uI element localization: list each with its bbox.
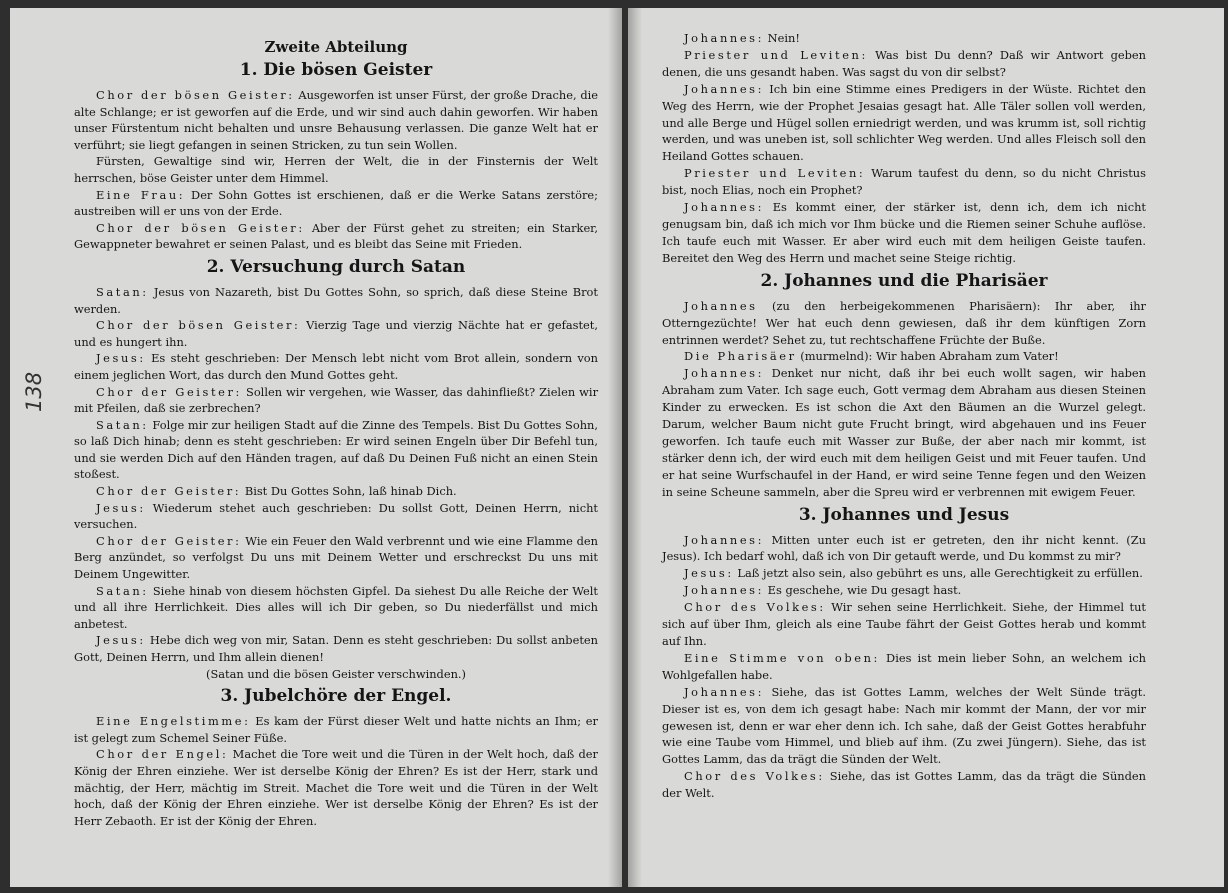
- dialogue-paragraph: [662, 199, 1146, 267]
- speaker: Priester und Leviten:: [684, 47, 868, 62]
- speech: Jesus von Nazareth, bist Du Gottes Sohn, so sprich, daß diese Steine Brot werden.: [74, 284, 598, 316]
- speaker: Satan:: [96, 417, 149, 432]
- speaker: Chor der bösen Geister:: [96, 88, 295, 102]
- dialogue-paragraph: [74, 713, 598, 746]
- speech: Sollen wir vergehen, wie Wasser, das dahinfließt? Zielen wir mit Pfeilen, daß sie zerbrechen?: [74, 384, 599, 416]
- speech: Es kommt einer, der stärker ist, denn ich, dem ich nicht genugsam bin, daß ich mich vor Ihm bücke und die Riemen seiner Schuhe auflöse. Ich taufe euch mit Wasser. Er aber wird euch mit dem heiligen Geiste taufen. Bereitet den Weg des Herrn und machet seine Steige richtig.: [662, 200, 1146, 265]
- speech: Folge mir zur heiligen Stadt auf die Zinne des Tempels. Bist Du Gottes Sohn, so laß Dich hinab; denn es steht geschrieben: Er wird seinen Engeln über Dir Befehl tun, und sie werden Dich auf den Händen tragen, auf daß Du Deinen Fuß nicht an einen Stein stoßest.: [74, 417, 598, 482]
- speech: Wiederum stehet auch geschrieben: Du sollst Gott, Deinen Herrn, nicht versuchen.: [74, 500, 598, 532]
- speaker: Jesus:: [96, 351, 146, 366]
- speech: Mitten unter euch ist er getreten, den ihr nicht kennt. (Zu Jesus). Ich bedarf wohl, daß ich von Dir getauft werde, und Du kommst zu mir?: [662, 532, 1146, 564]
- speech: Siehe hinab von diesem höchsten Gipfel. Da siehest Du alle Reiche der Welt und all ihre Herrlichkeit. Dies alles will ich Dir geben, so Du niederfällst und mich anbetest.: [74, 583, 598, 631]
- dialogue-paragraph: [74, 746, 598, 829]
- heading-johannes-pharisaeer: 2. Johannes und die Pharisäer: [760, 270, 1048, 291]
- heading-die-boesen-geister: 1. Die bösen Geister: [239, 60, 433, 80]
- speaker: Johannes:: [684, 583, 765, 598]
- dialogue-paragraph: [662, 30, 1146, 47]
- speech: Hebe dich weg von mir, Satan. Denn es steht geschrieben: Du sollst anbeten Gott, Deinen Herrn, und Ihm allein dienen!: [74, 633, 598, 664]
- speech: Der Sohn Gottes ist erschienen, daß er die Werke Satans zerstöre; austreiben will er uns von der Erde.: [74, 187, 598, 219]
- left-scene-3: [74, 713, 598, 829]
- speaker: Jesus:: [96, 633, 146, 648]
- speaker: Die Pharisäer: [684, 349, 797, 364]
- speech: Ich bin eine Stimme eines Predigers in der Wüste. Richtet den Weg des Herrn, wie der Prophet Jesaias gesagt hat. Alle Täler sollen voll werden, und alle Berge und Hügel sollen erniedrigt werden, und was krumm ist, soll richtig werden, und was uneben ist, soll schlichter Weg werden. Und alles Fleisch soll den Heiland Gottes schauen.: [662, 81, 1146, 164]
- dialogue-paragraph: [662, 81, 1146, 166]
- dialogue-paragraph: [74, 350, 598, 383]
- speech: Siehe, das ist Gottes Lamm, das da trägt die Sünden der Welt.: [662, 769, 1146, 801]
- speech: Nein!: [764, 31, 800, 45]
- right-scene-1: [662, 30, 1146, 267]
- speaker: Chor der bösen Geister:: [96, 318, 301, 333]
- speaker: Priester und Leviten:: [684, 166, 866, 181]
- section-label: Zweite Abteilung: [264, 38, 408, 56]
- dialogue-paragraph: [662, 47, 1146, 81]
- dialogue-paragraph: [74, 220, 598, 253]
- speech: Laß jetzt also sein, also gebührt es uns, alle Gerechtigkeit zu erfüllen.: [733, 566, 1143, 581]
- dialogue-paragraph: [74, 284, 598, 317]
- speech: Wir sehen seine Herrlichkeit. Siehe, der Himmel tut sich auf über Ihm, gleich als eine Taube fährt der Geist Gottes herab und kommt auf Ihn.: [662, 600, 1146, 648]
- dialogue-paragraph: [74, 533, 598, 583]
- speaker: Chor der bösen Geister:: [96, 220, 305, 235]
- right-scene-2: [662, 298, 1146, 501]
- speech: Fürsten, Gewaltige sind wir, Herren der Welt, die in der Finsternis der Welt herrschen, böse Geister unter dem Himmel.: [74, 154, 598, 185]
- dialogue-paragraph: [662, 565, 1146, 582]
- speaker: Johannes:: [684, 532, 765, 547]
- dialogue-paragraph: [74, 384, 598, 417]
- dialogue-paragraph: [74, 483, 598, 500]
- speech: Was bist Du denn? Daß wir Antwort geben denen, die uns gesandt haben. Was sagst du von dir selbst?: [662, 47, 1146, 79]
- speaker: Satan:: [96, 583, 149, 598]
- dialogue-paragraph: [74, 87, 598, 153]
- dialogue-paragraph: [74, 153, 598, 186]
- speech: Machet die Tore weit und die Türen in der Welt hoch, daß der König der Ehren einziehe. Wer ist derselbe König der Ehren? Es ist der Herr, stark und mächtig, der Herr, mächtig im Streit. Machet die Tore weit und die Türen in der Welt hoch, daß der König der Ehren einziehe. Wer ist derselbe König der Ehren? Es ist der Herr Zebaoth. Er ist der König der Ehren.: [74, 747, 598, 828]
- dialogue-paragraph: [662, 582, 1146, 599]
- dialogue-paragraph: [662, 532, 1146, 566]
- dialogue-paragraph: [662, 365, 1146, 500]
- speaker: Chor der Engel:: [96, 747, 229, 762]
- speaker: Johannes:: [684, 366, 765, 381]
- speech: Vierzig Tage und vierzig Nächte hat er gefastet, und es hungert ihn.: [74, 318, 598, 349]
- speaker: Chor der Geister:: [96, 484, 242, 499]
- speaker: Johannes:: [684, 684, 765, 699]
- speech: Es geschehe, wie Du gesagt hast.: [764, 583, 962, 598]
- page-number: 138: [22, 371, 46, 412]
- speech: Siehe, das ist Gottes Lamm, welches der Welt Sünde trägt. Dieser ist es, von dem ich gesagt habe: Nach mir kommt der Mann, der vor mir gewesen ist, denn er war eher denn ich. Ich sahe, daß der Geist Gottes herabfuhr wie eine Taube vom Himmel, und blieb auf ihm. (Zu zwei Jüngern). Siehe, das ist Gottes Lamm, das da trägt die Sünden der Welt.: [662, 684, 1146, 767]
- speaker: Johannes:: [684, 81, 765, 96]
- speaker: Eine Stimme von oben:: [684, 650, 880, 665]
- speech: (zu den herbeigekommenen Pharisäern): Ihr aber, ihr Otterngezüchte! Wer hat euch denn gewiesen, daß ihr dem künftigen Zorn entrinnen werdet? Sehet zu, tut rechtschaffene Früchte der Buße.: [662, 298, 1146, 347]
- dialogue-paragraph: [74, 632, 598, 665]
- speaker: Jesus:: [684, 566, 734, 581]
- speech: Dies ist mein lieber Sohn, an welchem ich Wohlgefallen habe.: [662, 650, 1146, 682]
- dialogue-paragraph: [74, 583, 598, 633]
- dialogue-paragraph: [74, 317, 598, 350]
- dialogue-paragraph: [662, 348, 1146, 365]
- left-page: [10, 8, 622, 887]
- right-scene-3: [662, 532, 1146, 803]
- dialogue-paragraph: [662, 650, 1146, 684]
- speech: Es steht geschrieben: Der Mensch lebt nicht vom Brot allein, sondern von einem jeglichen Wort, das durch den Mund Gottes geht.: [74, 351, 598, 382]
- left-scene-1: [74, 87, 598, 253]
- dialogue-paragraph: [662, 165, 1146, 199]
- dialogue-paragraph: [662, 684, 1146, 769]
- heading-versuchung: 2. Versuchung durch Satan: [206, 256, 466, 277]
- speech: (murmelnd): Wir haben Abraham zum Vater!: [796, 349, 1059, 364]
- dialogue-paragraph: [74, 417, 598, 483]
- dialogue-paragraph: [662, 599, 1146, 650]
- dialogue-paragraph: [74, 187, 598, 220]
- speech: Wie ein Feuer den Wald verbrennt und wie eine Flamme den Berg anzündet, so verfolgst Du uns mit Deinem Wetter und erschreckst Du uns mit Deinem Ungewitter.: [74, 533, 599, 582]
- heading-jubelchoere: 3. Jubelchöre der Engel.: [220, 686, 452, 707]
- speaker: Eine Frau:: [96, 187, 186, 202]
- dialogue-paragraph: [74, 500, 598, 533]
- left-scene-2: [74, 284, 598, 682]
- speaker: Chor des Volkes:: [684, 769, 825, 784]
- heading-johannes-jesus: 3. Johannes und Jesus: [798, 504, 1010, 525]
- speaker: Johannes:: [684, 31, 765, 45]
- speech: Aber der Fürst gehet zu streiten; ein Starker, Gewappneter bewahret er seinen Palast, und es bleibt das Seine mit Frieden.: [74, 220, 598, 252]
- speaker: Johannes:: [684, 200, 765, 215]
- speaker: Johannes: [684, 298, 758, 313]
- right-page: [628, 8, 1224, 887]
- dialogue-paragraph: [662, 298, 1146, 349]
- speaker: Chor der Geister:: [96, 533, 242, 548]
- speaker: Chor des Volkes:: [684, 600, 826, 615]
- stage-direction: (Satan und die bösen Geister verschwinden.): [206, 666, 466, 681]
- speaker: Chor der Geister:: [96, 384, 242, 399]
- speech: Bist Du Gottes Sohn, laß hinab Dich.: [241, 484, 457, 499]
- speaker: Eine Engelstimme:: [96, 714, 251, 729]
- speaker: Jesus:: [96, 500, 146, 515]
- dialogue-paragraph: [662, 768, 1146, 802]
- speech: Ausgeworfen ist unser Fürst, der große Drache, die alte Schlange; er ist geworfen auf die Erde, und wir sind auch dahin geworfen. Wir haben unser Fürstentum nicht behalten und unsre Behausung verlassen. Die ganze Welt hat er verführt; sie liegt gefangen in seinen Stricken, zu tun sein Wollen.: [74, 88, 598, 152]
- speaker: Satan:: [96, 284, 149, 299]
- speech: Warum taufest du denn, so du nicht Christus bist, noch Elias, noch ein Prophet?: [662, 166, 1146, 198]
- speech: Es kam der Fürst dieser Welt und hatte nichts an Ihm; er ist gelegt zum Schemel Seiner Füße.: [74, 714, 598, 745]
- speech: Denket nur nicht, daß ihr bei euch wollt sagen, wir haben Abraham zum Vater. Ich sage euch, Gott vermag dem Abraham aus diesen Steinen Kinder zu erwecken. Es ist schon die Axt den Bäumen an die Wurzel gelegt. Darum, welcher Baum nicht gute Frucht bringt, wird abgehauen und ins Feuer geworfen. Ich taufe euch mit Wasser zur Buße, der aber nach mir kommt, ist stärker denn ich, der wird euch mit dem heiligen Geist und mit Feuer taufen. Und er hat seine Wurfschaufel in der Hand, er wird seine Tenne fegen und den Weizen in seine Scheune sammeln, aber die Spreu wird er verbrennen mit ewigem Feuer.: [662, 366, 1146, 499]
